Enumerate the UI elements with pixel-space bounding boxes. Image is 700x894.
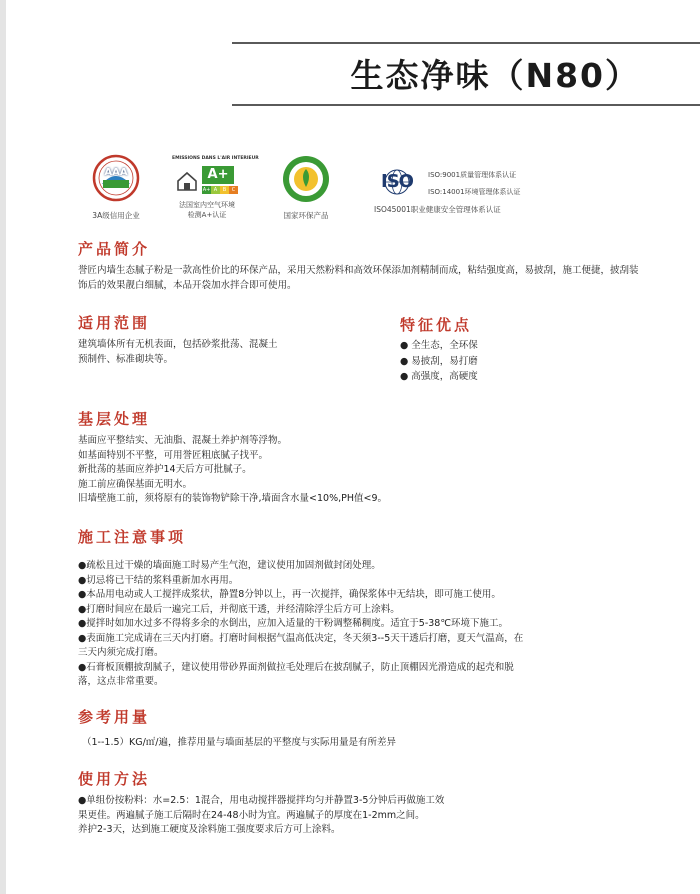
note-line: ●表面施工完成请在三天内打磨。打磨时间根据气温高低决定，冬天须3--5天干透后打磨，夏天气温高，在 — [78, 632, 524, 644]
feature-item: ● 高强度，高硬度 — [400, 371, 478, 382]
grade-scale-c: C — [229, 186, 238, 194]
note-line: ●打磨时间应在最后一遍完工后，并彻底干透，并经清除浮尘后方可上涂料。 — [78, 603, 400, 615]
grade-scale-b: B — [220, 186, 229, 194]
scope-line-1: 建筑墙体所有无机表面，包括砂浆批荡、混凝土 — [78, 339, 278, 350]
french-caption-2: 检测A+认证 — [187, 211, 227, 219]
method-line: 养护2-3天，达到施工硬度及涂料施工强度要求后方可上涂料。 — [78, 824, 341, 835]
notes-text — [78, 559, 658, 690]
base-line: 施工前应确保基面无明水。 — [78, 478, 193, 490]
iso-logo — [374, 168, 420, 196]
base-line: 基面应平整结实、无油脂、混凝土养护剂等浮物。 — [78, 435, 288, 446]
note-line: ●疏松且过干燥的墙面施工时易产生气泡，建议使用加固剂做封闭处理。 — [78, 560, 381, 571]
note-line: 落，这点非常重要。 — [78, 676, 164, 687]
feature-item: ● 易披刮，易打磨 — [400, 355, 478, 367]
scope-line-2: 预制件、标准砌块等。 — [78, 353, 174, 365]
base-text — [78, 434, 644, 507]
iso-line-3: ISO45001职业健康安全管理体系认证 — [374, 205, 501, 214]
page-edge-bar — [0, 0, 6, 894]
eco-caption: 国家环保产品 — [283, 211, 329, 220]
note-line: ●切忌将已干结的浆料重新加水再用。 — [78, 574, 239, 586]
certification-row — [0, 150, 700, 230]
method-line: 果更佳。两遍腻子施工后隔时在24-48小时为宜。两遍腻子的厚度在1-2mm之间。 — [78, 809, 425, 821]
intro-text: 誉匠内墙生态腻子粉是一款高性价比的环保产品，采用天然粉料和高效环保添加剂精制而成，粘结强度高，易披刮，施工便捷，披刮装饰后的效果靓白细腻，本品开袋加水拌合即可使用。 — [78, 265, 639, 291]
aaa-seal-icon — [92, 154, 140, 202]
base-heading: 基层处理 — [78, 410, 151, 428]
eco-label-icon — [281, 154, 331, 204]
base-line: 如基面特别不平整，可用誉匠粗底腻子找平。 — [78, 449, 269, 461]
aaa-seal-text: AAA — [104, 167, 128, 178]
title-rule-bottom — [232, 104, 700, 106]
method-text — [78, 794, 648, 838]
aaa-credit-badge — [84, 154, 148, 221]
note-line: 三天内须完成打磨。 — [78, 647, 164, 658]
method-heading: 使用方法 — [78, 770, 151, 788]
iso-logo-text: ISO — [381, 171, 413, 192]
features-heading: 特征优点 — [400, 316, 473, 334]
house-icon — [176, 170, 198, 192]
feature-item: ● 全生态，全环保 — [400, 340, 478, 351]
iso-line-1: ISO:9001质量管理体系认证 — [428, 171, 517, 179]
scope-text — [78, 338, 378, 367]
notes-heading: 施工注意事项 — [78, 528, 187, 546]
eco-product-badge — [272, 154, 340, 221]
features-list — [400, 338, 600, 385]
grade-box: A+ — [202, 166, 234, 184]
iso-line-2: ISO:14001环境管理体系认证 — [428, 188, 521, 196]
page-title: 生态净味（N80） — [350, 56, 640, 95]
base-line: 新批荡的基面应养护14天后方可批腻子。 — [78, 464, 252, 475]
title-rule-top — [232, 42, 700, 44]
grade-scale-a: A — [211, 186, 220, 194]
scope-heading: 适用范围 — [78, 314, 151, 332]
grade-scale — [202, 186, 238, 194]
method-line: ●单组份按粉料：水=2.5：1混合，用电动搅拌器搅拌均匀并静置3-5分钟后再做施工效 — [78, 795, 445, 806]
usage-text: （1--1.5）KG/㎡/遍，推荐用量与墙面基层的平整度与实际用量是有所差异 — [82, 737, 397, 748]
note-line: ●搅拌时如加水过多不得将多余的水倒出，应加入适量的干粉调整稀稠度。适宜于5-38℃环境下施工。 — [78, 618, 509, 629]
base-line: 旧墙壁施工前，须将原有的装饰物铲除干净,墙面含水量<10%,PH值<9。 — [78, 493, 387, 504]
note-line: ●本品用电动或人工搅拌成浆状，静置8分钟以上，再一次搅拌，确保浆体中无结块，即可施工使用。 — [78, 589, 501, 600]
intro-heading: 产品简介 — [78, 240, 151, 258]
french-air-badge — [172, 154, 259, 220]
french-header: EMISSIONS DANS L'AIR INTERIEUR — [172, 156, 259, 161]
french-caption-1: 法国室内空气环境 — [179, 201, 235, 209]
usage-heading: 参考用量 — [78, 708, 151, 726]
grade-scale-a-plus: A+ — [202, 187, 211, 193]
aaa-caption: 3A级信用企业 — [92, 211, 140, 220]
note-line: ●石膏板顶棚披刮腻子，建议使用带砂界面剂做拉毛处理后在披刮腻子，防止顶棚因光滑造成的起壳和脱 — [78, 661, 514, 673]
